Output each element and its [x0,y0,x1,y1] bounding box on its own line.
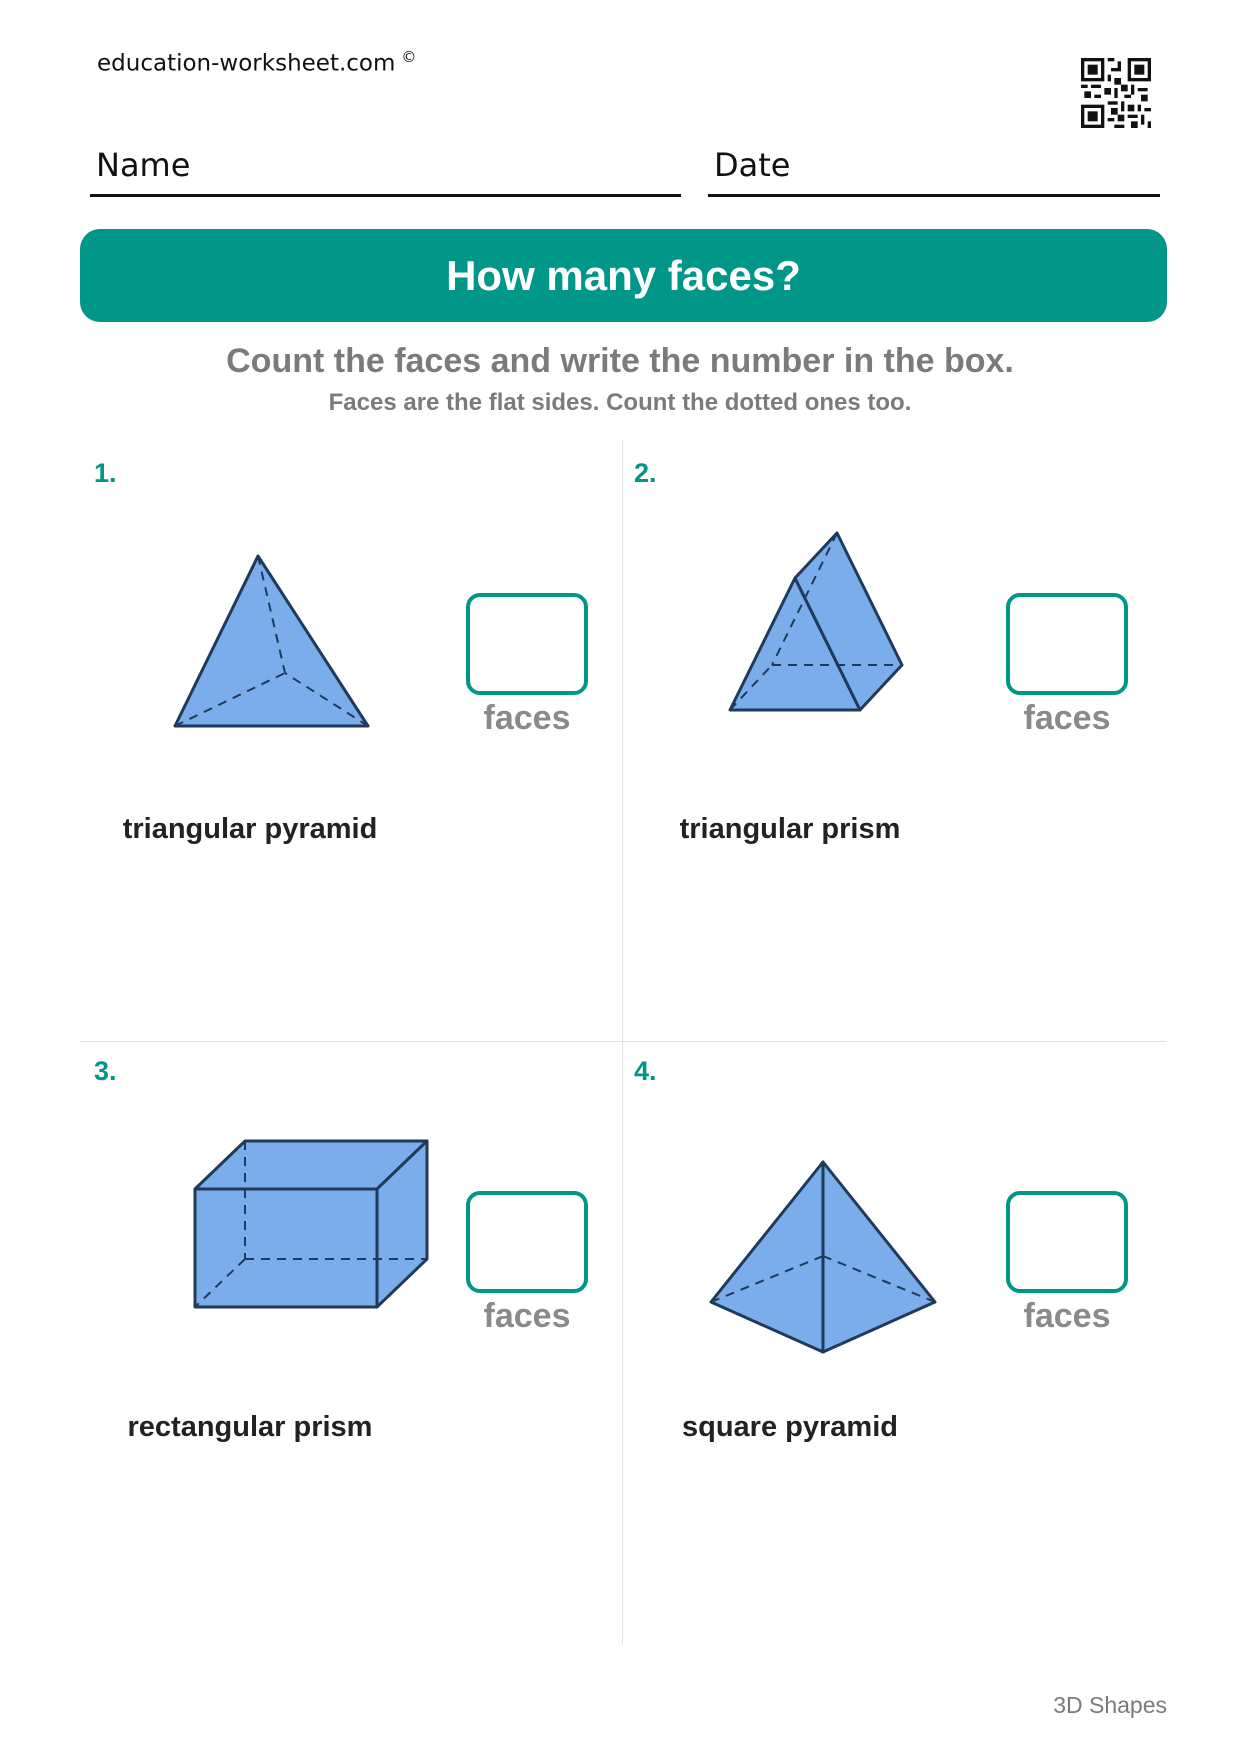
faces-label: faces [1023,699,1111,737]
instruction-main: Count the faces and write the number in the box. [226,342,1014,380]
answer-box[interactable] [466,1191,588,1293]
problem-number: 2. [634,458,657,488]
copyright-mark: © [401,48,417,66]
faces-label: faces [483,699,571,737]
qr-code-icon [1081,58,1151,128]
problem-card-4 [620,1041,1160,1631]
title-banner [80,229,1167,322]
square-pyramid-icon [705,1156,945,1361]
answer-box[interactable] [466,593,588,695]
problem-card-1 [80,443,620,1033]
shape-name: square pyramid [682,1411,898,1443]
date-field[interactable] [708,142,1160,197]
problem-card-3 [80,1041,620,1631]
faces-label: faces [483,1297,571,1335]
problem-number: 4. [634,1056,657,1086]
name-field[interactable] [90,142,681,197]
problem-number: 3. [94,1056,117,1086]
instruction-sub: Faces are the flat sides. Count the dotted ones too. [328,389,912,416]
problem-number: 1. [94,458,117,488]
triangular-pyramid-icon [170,548,395,733]
triangular-prism-icon [720,528,930,718]
site-label: education-worksheet.com [97,50,396,77]
site-name [97,48,416,77]
answer-box[interactable] [1006,1191,1128,1293]
faces-label: faces [1023,1297,1111,1335]
date-label: Date [714,146,791,184]
shape-name: triangular pyramid [122,813,378,845]
problem-card-2 [620,443,1160,1033]
rectangular-prism-icon [190,1136,435,1316]
answer-box[interactable] [1006,593,1128,695]
footer-topic: 3D Shapes [1053,1692,1167,1718]
shape-name: rectangular prism [127,1411,373,1443]
page-title: How many faces? [446,251,801,299]
name-label: Name [96,146,191,184]
shape-name: triangular prism [679,813,901,845]
